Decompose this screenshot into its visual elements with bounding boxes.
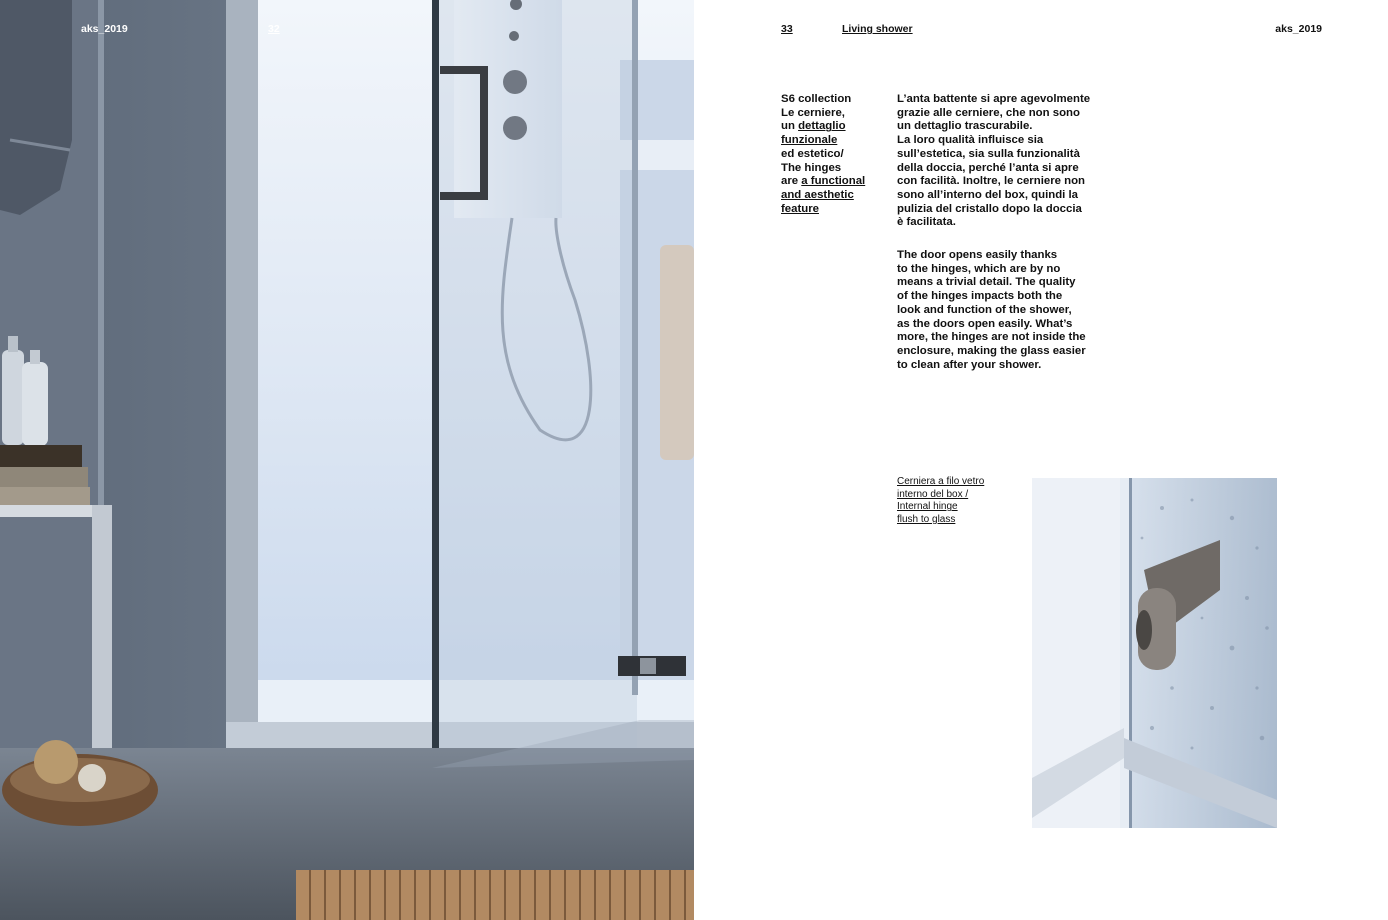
side-title-link-text[interactable]: dettaglio bbox=[798, 120, 846, 133]
side-title-line[interactable] bbox=[781, 175, 886, 189]
side-title-line bbox=[781, 107, 886, 121]
body-it-line: è facilitata. bbox=[897, 216, 956, 229]
side-title-text: Le cerniere, bbox=[781, 106, 845, 119]
side-title bbox=[781, 93, 886, 216]
body-it-line: della doccia, perché l’anta si apre bbox=[897, 161, 1079, 174]
body-en-line: to the hinges, which are by no bbox=[897, 262, 1061, 275]
right-page-number[interactable]: 33 bbox=[781, 23, 793, 35]
body-en-line: as the doors open easily. What’s bbox=[897, 317, 1073, 330]
side-title-line[interactable] bbox=[781, 203, 886, 217]
side-title-link-text[interactable]: a functional bbox=[801, 175, 866, 188]
body-en-line: enclosure, making the glass easier bbox=[897, 344, 1086, 357]
section-title-link[interactable]: Living shower bbox=[842, 23, 913, 35]
caption-line[interactable]: interno del box / bbox=[897, 488, 969, 500]
body-en-line: The door opens easily thanks bbox=[897, 249, 1058, 261]
side-title-prefix: are bbox=[781, 175, 802, 188]
side-title-line bbox=[781, 162, 886, 176]
side-title-link-text[interactable]: feature bbox=[781, 202, 819, 215]
body-it-line: con facilità. Inoltre, le cerniere non bbox=[897, 175, 1085, 188]
side-title-line[interactable] bbox=[781, 134, 886, 148]
hinge-detail-illustration bbox=[1032, 478, 1277, 828]
side-title-text: The hinges bbox=[781, 161, 842, 174]
photo-caption bbox=[897, 476, 1017, 526]
body-it-line: sono all’interno del box, quindi la bbox=[897, 188, 1078, 201]
side-title-link-text[interactable]: and aesthetic bbox=[781, 188, 854, 201]
side-title-text: S6 collection bbox=[781, 93, 852, 105]
body-text-italian bbox=[897, 93, 1107, 230]
body-en-line: to clean after your shower. bbox=[897, 358, 1042, 371]
body-it-line: L’anta battente si apre agevolmente bbox=[897, 93, 1091, 105]
left-brand-label: aks_2019 bbox=[81, 23, 128, 35]
body-en-line: more, the hinges are not inside the bbox=[897, 331, 1086, 344]
body-en-line: means a trivial detail. The quality bbox=[897, 276, 1076, 289]
side-title-line bbox=[781, 148, 886, 162]
body-text-english bbox=[897, 249, 1107, 372]
body-it-line: grazie alle cerniere, che non sono bbox=[897, 106, 1080, 119]
body-en-line: look and function of the shower, bbox=[897, 303, 1072, 316]
caption-line[interactable]: flush to glass bbox=[897, 513, 956, 525]
body-it-line: pulizia del cristallo dopo la doccia bbox=[897, 202, 1082, 215]
body-it-line: La loro qualità influisce sia bbox=[897, 134, 1044, 147]
side-title-text: ed estetico/ bbox=[781, 147, 844, 160]
right-brand-label: aks_2019 bbox=[1275, 23, 1322, 35]
body-it-line: un dettaglio trascurabile. bbox=[897, 120, 1033, 133]
body-en-line: of the hinges impacts both the bbox=[897, 290, 1063, 303]
side-title-link-text[interactable]: funzionale bbox=[781, 134, 838, 147]
body-it-line: sull’estetica, sia sulla funzionalità bbox=[897, 147, 1080, 160]
side-title-prefix: un bbox=[781, 120, 799, 133]
side-title-line[interactable] bbox=[781, 120, 886, 134]
side-title-line[interactable] bbox=[781, 189, 886, 203]
side-title-line bbox=[781, 93, 886, 107]
caption-line[interactable]: Internal hinge bbox=[897, 501, 958, 513]
caption-line[interactable]: Cerniera a filo vetro bbox=[897, 476, 985, 487]
glass-hinge-detail-photo bbox=[1032, 478, 1277, 828]
left-page-number[interactable]: 32 bbox=[268, 23, 280, 35]
